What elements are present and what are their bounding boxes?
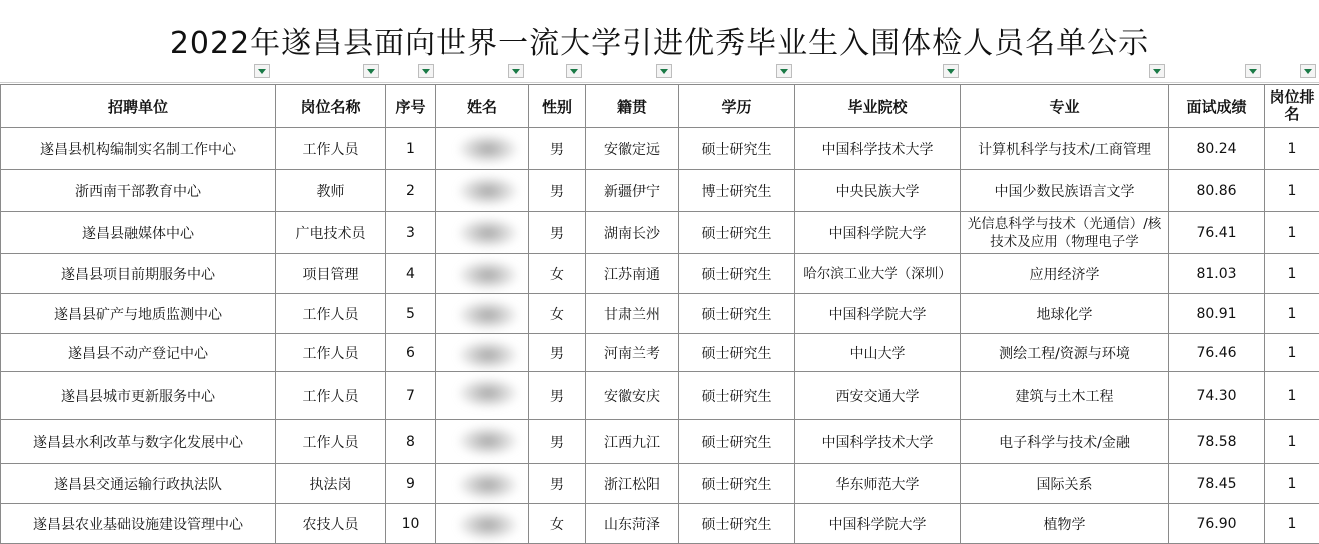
cell-no[interactable]: 8 <box>386 420 436 464</box>
cell-gender[interactable]: 男 <box>529 170 586 212</box>
cell-major[interactable]: 地球化学 <box>961 294 1169 334</box>
cell-unit[interactable]: 遂昌县矿产与地质监测中心 <box>1 294 276 334</box>
cell-name-redacted[interactable] <box>436 420 529 464</box>
cell-unit[interactable]: 浙西南干部教育中心 <box>1 170 276 212</box>
cell-name-redacted[interactable] <box>436 294 529 334</box>
cell-education[interactable]: 博士研究生 <box>679 170 795 212</box>
cell-no[interactable]: 3 <box>386 212 436 254</box>
table-row <box>1 128 1319 170</box>
header-rank[interactable]: 岗位排名 <box>1265 85 1319 128</box>
table-row <box>1 420 1319 464</box>
cell-post[interactable]: 工作人员 <box>276 334 386 372</box>
table-row <box>1 464 1319 504</box>
redaction-blur <box>458 470 518 500</box>
cell-gender[interactable]: 男 <box>529 128 586 170</box>
cell-education[interactable]: 硕士研究生 <box>679 420 795 464</box>
redaction-blur <box>458 426 518 456</box>
redaction-blur <box>458 300 518 330</box>
cell-name-redacted[interactable] <box>436 128 529 170</box>
cell-score[interactable]: 80.91 <box>1169 294 1265 334</box>
cell-education[interactable]: 硕士研究生 <box>679 504 795 544</box>
filter-dropdown-icon[interactable] <box>656 64 672 78</box>
cell-post[interactable]: 工作人员 <box>276 294 386 334</box>
cell-origin[interactable]: 安徽安庆 <box>586 372 679 420</box>
cell-rank[interactable]: 1 <box>1265 334 1319 372</box>
header-post[interactable]: 岗位名称 <box>276 85 386 128</box>
cell-unit[interactable]: 遂昌县城市更新服务中心 <box>1 372 276 420</box>
redaction-blur <box>458 340 518 370</box>
cell-education[interactable]: 硕士研究生 <box>679 334 795 372</box>
cell-unit[interactable]: 遂昌县交通运输行政执法队 <box>1 464 276 504</box>
cell-gender[interactable]: 女 <box>529 504 586 544</box>
cell-name-redacted[interactable] <box>436 504 529 544</box>
header-origin[interactable]: 籍贯 <box>586 85 679 128</box>
cell-major[interactable]: 测绘工程/资源与环境 <box>961 334 1169 372</box>
cell-major[interactable]: 应用经济学 <box>961 254 1169 294</box>
candidate-table <box>0 84 1319 544</box>
cell-post[interactable]: 工作人员 <box>276 420 386 464</box>
cell-rank[interactable]: 1 <box>1265 254 1319 294</box>
cell-school[interactable]: 中国科学院大学 <box>795 294 961 334</box>
filter-row <box>0 62 1319 82</box>
filter-dropdown-icon[interactable] <box>1149 64 1165 78</box>
cell-score[interactable]: 78.58 <box>1169 420 1265 464</box>
cell-name-redacted[interactable] <box>436 212 529 254</box>
cell-origin[interactable]: 江苏南通 <box>586 254 679 294</box>
header-divider <box>0 82 1319 83</box>
table-row <box>1 372 1319 420</box>
cell-no[interactable]: 1 <box>386 128 436 170</box>
cell-post[interactable]: 工作人员 <box>276 372 386 420</box>
filter-dropdown-icon[interactable] <box>508 64 524 78</box>
table-row <box>1 254 1319 294</box>
cell-origin[interactable]: 甘肃兰州 <box>586 294 679 334</box>
cell-rank[interactable]: 1 <box>1265 372 1319 420</box>
cell-name-redacted[interactable] <box>436 334 529 372</box>
cell-gender[interactable]: 女 <box>529 254 586 294</box>
cell-score[interactable]: 76.46 <box>1169 334 1265 372</box>
cell-unit[interactable]: 遂昌县农业基础设施建设管理中心 <box>1 504 276 544</box>
cell-education[interactable]: 硕士研究生 <box>679 254 795 294</box>
header-major[interactable]: 专业 <box>961 85 1169 128</box>
cell-score[interactable]: 80.86 <box>1169 170 1265 212</box>
cell-name-redacted[interactable] <box>436 464 529 504</box>
filter-dropdown-icon[interactable] <box>566 64 582 78</box>
cell-no[interactable]: 10 <box>386 504 436 544</box>
cell-gender[interactable]: 男 <box>529 334 586 372</box>
cell-post[interactable]: 工作人员 <box>276 128 386 170</box>
filter-dropdown-icon[interactable] <box>254 64 270 78</box>
cell-no[interactable]: 4 <box>386 254 436 294</box>
cell-origin[interactable]: 新疆伊宁 <box>586 170 679 212</box>
cell-name-redacted[interactable] <box>436 170 529 212</box>
redaction-blur <box>458 510 518 540</box>
cell-no[interactable]: 9 <box>386 464 436 504</box>
cell-origin[interactable]: 浙江松阳 <box>586 464 679 504</box>
filter-dropdown-icon[interactable] <box>776 64 792 78</box>
cell-school[interactable]: 中山大学 <box>795 334 961 372</box>
cell-name-redacted[interactable] <box>436 254 529 294</box>
cell-education[interactable]: 硕士研究生 <box>679 294 795 334</box>
cell-school[interactable]: 华东师范大学 <box>795 464 961 504</box>
cell-no[interactable]: 2 <box>386 170 436 212</box>
cell-major[interactable]: 建筑与土木工程 <box>961 372 1169 420</box>
table-header-row <box>1 85 1319 128</box>
cell-education[interactable]: 硕士研究生 <box>679 464 795 504</box>
cell-score[interactable]: 76.41 <box>1169 212 1265 254</box>
header-education[interactable]: 学历 <box>679 85 795 128</box>
cell-unit[interactable]: 遂昌县水利改革与数字化发展中心 <box>1 420 276 464</box>
cell-major[interactable]: 国际关系 <box>961 464 1169 504</box>
cell-major[interactable]: 中国少数民族语言文学 <box>961 170 1169 212</box>
cell-post[interactable]: 执法岗 <box>276 464 386 504</box>
cell-gender[interactable]: 男 <box>529 420 586 464</box>
header-gender[interactable]: 性别 <box>529 85 586 128</box>
cell-post[interactable]: 教师 <box>276 170 386 212</box>
cell-rank[interactable]: 1 <box>1265 212 1319 254</box>
cell-school[interactable]: 哈尔滨工业大学（深圳） <box>795 254 961 294</box>
cell-school[interactable]: 中国科学技术大学 <box>795 128 961 170</box>
cell-name-redacted[interactable] <box>436 372 529 420</box>
redaction-blur <box>458 378 518 408</box>
filter-dropdown-icon[interactable] <box>1300 64 1316 78</box>
filter-dropdown-icon[interactable] <box>1245 64 1261 78</box>
cell-school[interactable]: 中国科学院大学 <box>795 504 961 544</box>
cell-unit[interactable]: 遂昌县融媒体中心 <box>1 212 276 254</box>
cell-unit[interactable]: 遂昌县不动产登记中心 <box>1 334 276 372</box>
cell-unit[interactable]: 遂昌县项目前期服务中心 <box>1 254 276 294</box>
cell-school[interactable]: 中国科学技术大学 <box>795 420 961 464</box>
cell-origin[interactable]: 山东菏泽 <box>586 504 679 544</box>
cell-rank[interactable]: 1 <box>1265 170 1319 212</box>
cell-gender[interactable]: 女 <box>529 294 586 334</box>
cell-no[interactable]: 5 <box>386 294 436 334</box>
cell-origin[interactable]: 安徽定远 <box>586 128 679 170</box>
header-unit[interactable]: 招聘单位 <box>1 85 276 128</box>
cell-score[interactable]: 78.45 <box>1169 464 1265 504</box>
cell-no[interactable]: 6 <box>386 334 436 372</box>
cell-rank[interactable]: 1 <box>1265 504 1319 544</box>
cell-origin[interactable]: 江西九江 <box>586 420 679 464</box>
cell-post[interactable]: 广电技术员 <box>276 212 386 254</box>
table-row <box>1 212 1319 254</box>
cell-origin[interactable]: 河南兰考 <box>586 334 679 372</box>
cell-major[interactable]: 植物学 <box>961 504 1169 544</box>
cell-education[interactable]: 硕士研究生 <box>679 372 795 420</box>
cell-education[interactable]: 硕士研究生 <box>679 128 795 170</box>
cell-rank[interactable]: 1 <box>1265 464 1319 504</box>
cell-major[interactable]: 光信息科学与技术（光通信）/核技术及应用（物理电子学 <box>961 212 1169 254</box>
cell-major[interactable]: 计算机科学与技术/工商管理 <box>961 128 1169 170</box>
redaction-blur <box>458 176 518 206</box>
cell-origin[interactable]: 湖南长沙 <box>586 212 679 254</box>
cell-rank[interactable]: 1 <box>1265 420 1319 464</box>
filter-dropdown-icon[interactable] <box>943 64 959 78</box>
cell-score[interactable]: 74.30 <box>1169 372 1265 420</box>
redaction-blur <box>458 260 518 290</box>
cell-gender[interactable]: 男 <box>529 464 586 504</box>
cell-school[interactable]: 西安交通大学 <box>795 372 961 420</box>
header-name[interactable]: 姓名 <box>436 85 529 128</box>
cell-school[interactable]: 中央民族大学 <box>795 170 961 212</box>
cell-gender[interactable]: 男 <box>529 372 586 420</box>
page-title: 2022年遂昌县面向世界一流大学引进优秀毕业生入围体检人员名单公示 <box>169 26 1150 61</box>
cell-gender[interactable]: 男 <box>529 212 586 254</box>
table-row <box>1 294 1319 334</box>
cell-score[interactable]: 81.03 <box>1169 254 1265 294</box>
cell-post[interactable]: 项目管理 <box>276 254 386 294</box>
cell-score[interactable]: 80.24 <box>1169 128 1265 170</box>
filter-dropdown-icon[interactable] <box>363 64 379 78</box>
header-score[interactable]: 面试成绩 <box>1169 85 1265 128</box>
cell-post[interactable]: 农技人员 <box>276 504 386 544</box>
header-school[interactable]: 毕业院校 <box>795 85 961 128</box>
table-row <box>1 170 1319 212</box>
filter-dropdown-icon[interactable] <box>418 64 434 78</box>
redaction-blur <box>458 134 518 164</box>
table-row <box>1 504 1319 544</box>
cell-score[interactable]: 76.90 <box>1169 504 1265 544</box>
cell-rank[interactable]: 1 <box>1265 294 1319 334</box>
table-row <box>1 334 1319 372</box>
cell-rank[interactable]: 1 <box>1265 128 1319 170</box>
cell-education[interactable]: 硕士研究生 <box>679 212 795 254</box>
cell-school[interactable]: 中国科学院大学 <box>795 212 961 254</box>
header-no[interactable]: 序号 <box>386 85 436 128</box>
cell-unit[interactable]: 遂昌县机构编制实名制工作中心 <box>1 128 276 170</box>
cell-major[interactable]: 电子科学与技术/金融 <box>961 420 1169 464</box>
redaction-blur <box>458 218 518 248</box>
cell-no[interactable]: 7 <box>386 372 436 420</box>
